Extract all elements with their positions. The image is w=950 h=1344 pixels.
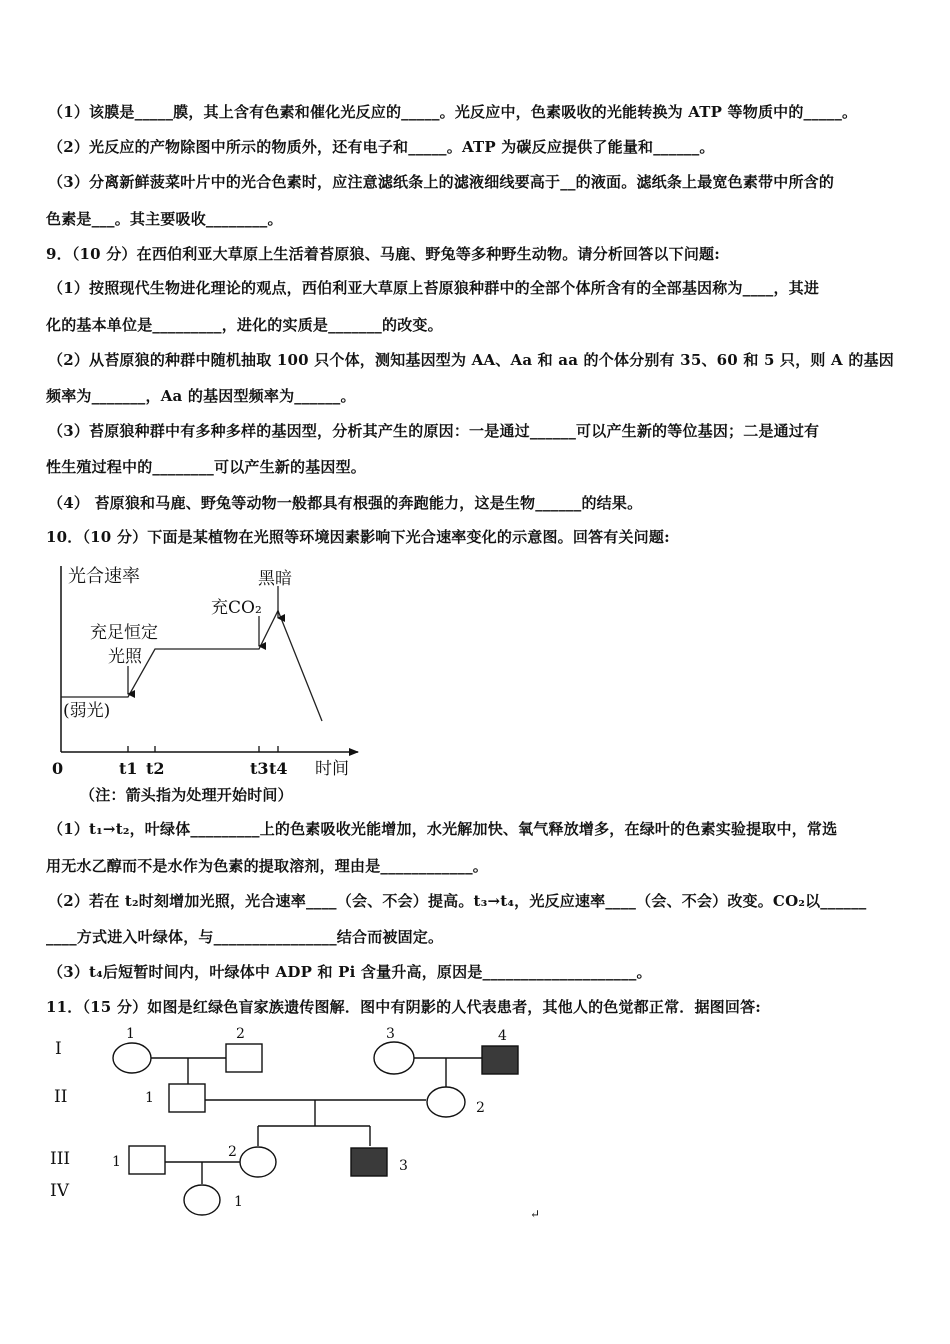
q9-part1-line1: （1）按照现代生物进化理论的观点，西伯利亚大草原上苔原狼种群中的全部个体所含有的全部基因称为____，其进: [48, 279, 820, 297]
individual-I2-male: [226, 1044, 262, 1072]
q8-part3-line1: （3）分离新鲜菠菜叶片中的光合色素时，应注意滤纸条上的滤液细线要高于__的液面。滤纸条上最宽色素带中所含的: [48, 173, 835, 191]
q9-part3-line2: 性生殖过程中的________可以产生新的基因型。: [46, 458, 367, 476]
q8-part3-line2: 色素是___。其主要吸收________。: [46, 210, 283, 228]
label-I1: 1: [126, 1026, 135, 1042]
q10-part2-line2: ____方式进入叶绿体，与________________结合而被固定。: [46, 928, 444, 946]
generation-label-II: II: [54, 1087, 68, 1107]
q10-part2-line1: （2）若在 t₂时刻增加光照，光合速率____（会、不会）提高。t₃→t₄，光反应速率____（会、不会）改变。CO₂以______: [48, 892, 867, 910]
q9-part2-line2: 频率为_______，Aa 的基因型频率为______。: [46, 387, 356, 405]
individual-IV1-female: [184, 1185, 220, 1215]
x-axis-label: 时间: [315, 759, 349, 779]
annotation-light-1: 充足恒定: [90, 623, 158, 643]
q10-part3: （3）t₄后短暂时间内，叶绿体中 ADP 和 Pi 含量升高，原因是____________________。: [48, 963, 652, 981]
annotation-co2: 充CO₂: [211, 598, 262, 618]
tick-label-t2: t2: [146, 759, 165, 778]
label-III3: 3: [399, 1158, 408, 1174]
chart-note: （注：箭头指为处理开始时间）: [80, 786, 293, 804]
annotation-light-2: 光照: [108, 647, 142, 667]
individual-I4-male-affected: [482, 1046, 518, 1074]
pedigree-chart: [40, 1022, 560, 1222]
origin-label: 0: [52, 759, 64, 778]
generation-label-I: I: [55, 1039, 62, 1059]
q9-part3-line1: （3）苔原狼种群中有多种多样的基因型，分析其产生的原因：一是通过______可以产生新的等位基因；二是通过有: [48, 422, 820, 440]
annotation-weak-light: (弱光): [63, 701, 111, 721]
stray-mark: ↵: [530, 1207, 541, 1221]
label-II2: 2: [476, 1100, 485, 1116]
q9-part2-line1: （2）从苔原狼的种群中随机抽取 100 只个体，测知基因型为 AA、Aa 和 aa 的个体分别有 35、60 和 5 只，则 A 的基因: [48, 351, 894, 369]
individual-II2-female: [427, 1087, 465, 1117]
label-III2: 2: [228, 1144, 237, 1160]
q8-part2: （2）光反应的产物除图中所示的物质外，还有电子和_____。ATP 为碳反应提供了能量和______。: [48, 138, 715, 156]
q11-heading: 11．（15 分）如图是红绿色盲家族遗传图解．图中有阴影的人代表患者，其他人的色觉都正常．据图回答:: [46, 998, 762, 1016]
label-I2: 2: [236, 1026, 245, 1042]
q9-part4: （4） 苔原狼和马鹿、野兔等动物一般都具有根强的奔跑能力，这是生物______的结果。: [48, 494, 643, 512]
individual-I3-female: [374, 1042, 414, 1074]
individual-III1-male: [129, 1146, 165, 1174]
tick-label-t1: t1: [119, 759, 138, 778]
individual-III2-female: [240, 1147, 276, 1177]
label-III1: 1: [112, 1154, 121, 1170]
generation-label-IV: IV: [50, 1181, 69, 1201]
individual-II1-male: [169, 1084, 205, 1112]
q10-part1-line1: （1）t₁→t₂，叶绿体_________上的色素吸收光能增加，水光解加快、氧气释放增多，在绿叶的色素实验提取中，常选: [48, 820, 838, 838]
q10-part1-line2: 用无水乙醇而不是水作为色素的提取溶剂，理由是____________。: [46, 857, 489, 875]
label-II1: 1: [145, 1090, 154, 1106]
label-I4: 4: [498, 1028, 507, 1044]
annotation-dark: 黑暗: [258, 569, 292, 589]
tick-label-t3: t3: [250, 759, 269, 778]
tick-label-t4: t4: [269, 759, 288, 778]
q9-heading: 9．（10 分）在西伯利亚大草原上生活着苔原狼、马鹿、野兔等多种野生动物。请分析回答以下问题:: [46, 245, 720, 263]
y-axis-label: 光合速率: [68, 566, 140, 587]
q8-part1: （1）该膜是_____膜，其上含有色素和催化光反应的_____。光反应中，色素吸收的光能转换为 ATP 等物质中的_____。: [48, 103, 858, 121]
label-I3: 3: [386, 1026, 395, 1042]
label-IV1: 1: [234, 1194, 243, 1210]
q9-part1-line2: 化的基本单位是_________，进化的实质是_______的改变。: [46, 316, 443, 334]
individual-I1-female: [113, 1043, 151, 1073]
photosynthesis-rate-chart: [40, 558, 380, 782]
individual-III3-male-affected: [351, 1148, 387, 1176]
q10-heading: 10．（10 分）下面是某植物在光照等环境因素影响下光合速率变化的示意图。回答有关问题:: [46, 528, 670, 546]
generation-label-III: III: [50, 1149, 71, 1169]
